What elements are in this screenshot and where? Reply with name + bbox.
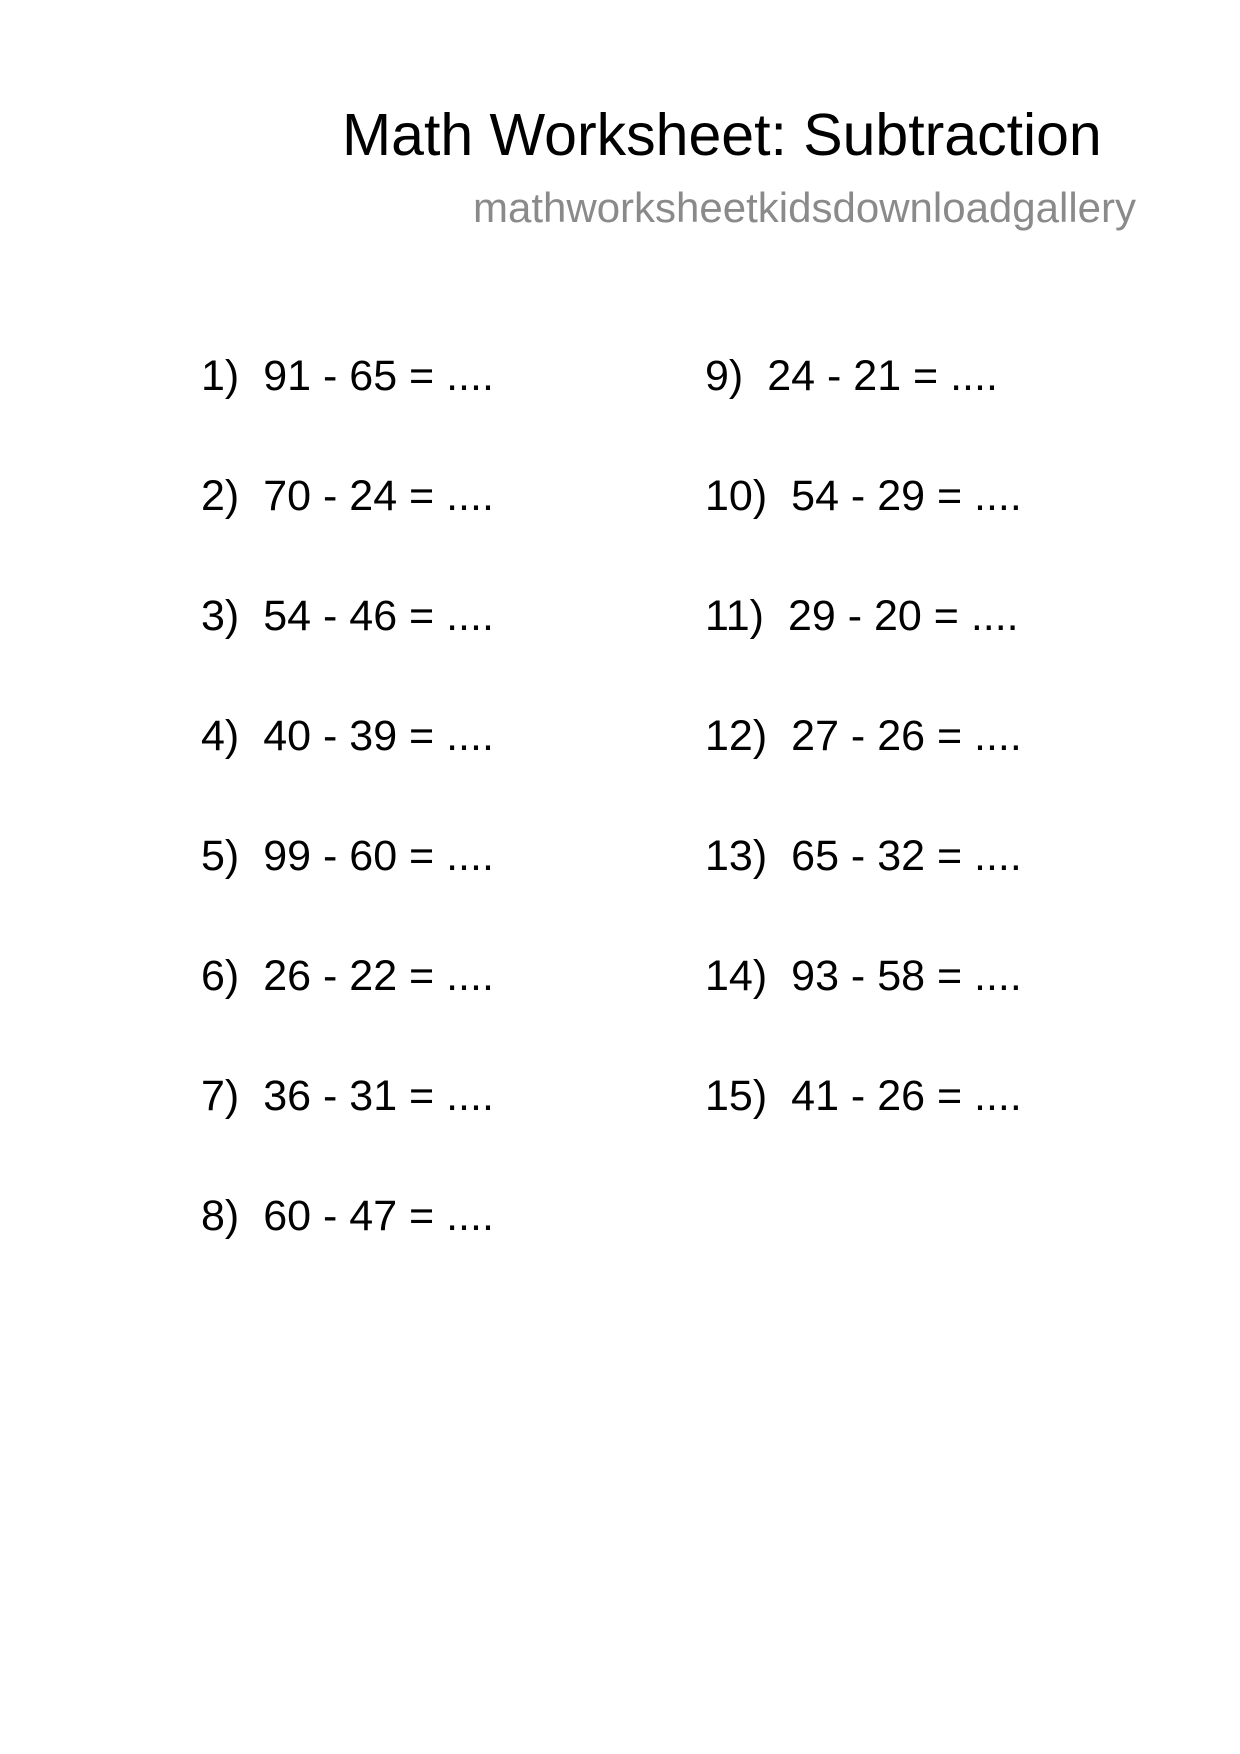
problem-expression: 93 - 58 = .... — [791, 952, 1022, 1000]
problem-3 — [201, 590, 494, 710]
problem-5 — [201, 830, 494, 950]
problem-expression: 54 - 29 = .... — [791, 472, 1022, 520]
problem-6 — [201, 950, 494, 1070]
problem-number: 1) — [201, 352, 240, 400]
problem-expression: 41 - 26 = .... — [791, 1072, 1022, 1120]
problem-expression: 26 - 22 = .... — [263, 952, 494, 1000]
problem-14 — [705, 950, 1022, 1070]
problem-9 — [705, 350, 1022, 470]
problem-expression: 36 - 31 = .... — [263, 1072, 494, 1120]
problem-expression: 29 - 20 = .... — [787, 592, 1019, 640]
problem-15 — [705, 1070, 1022, 1190]
problem-number: 7) — [201, 1072, 240, 1120]
problem-7 — [201, 1070, 494, 1190]
problem-2 — [201, 470, 494, 590]
problem-11 — [705, 590, 1022, 710]
problem-number: 12) — [705, 712, 768, 760]
problem-expression: 40 - 39 = .... — [263, 712, 494, 760]
problem-expression: 70 - 24 = .... — [263, 472, 494, 520]
problem-expression: 24 - 21 = .... — [767, 352, 998, 400]
problem-number: 6) — [201, 952, 240, 1000]
problems-left-column — [201, 350, 494, 1310]
problem-number: 13) — [705, 832, 768, 880]
problem-number: 15) — [705, 1072, 768, 1120]
problem-expression: 54 - 46 = .... — [263, 592, 494, 640]
problem-number: 2) — [201, 472, 240, 520]
problem-number: 11) — [705, 592, 764, 640]
problem-number: 10) — [705, 472, 768, 520]
problem-expression: 27 - 26 = .... — [791, 712, 1022, 760]
problem-10 — [705, 470, 1022, 590]
problems-right-column — [705, 350, 1022, 1190]
problem-expression: 91 - 65 = .... — [263, 352, 494, 400]
problem-number: 8) — [201, 1192, 240, 1240]
page-title: Math Worksheet: Subtraction — [342, 102, 1102, 168]
problem-number: 5) — [201, 832, 240, 880]
problem-expression: 65 - 32 = .... — [791, 832, 1022, 880]
problem-4 — [201, 710, 494, 830]
problem-number: 14) — [705, 952, 768, 1000]
problem-number: 9) — [705, 352, 744, 400]
problem-8 — [201, 1190, 494, 1310]
problem-expression: 60 - 47 = .... — [263, 1192, 494, 1240]
problem-12 — [705, 710, 1022, 830]
problem-expression: 99 - 60 = .... — [263, 832, 494, 880]
page-subtitle: mathworksheetkidsdownloadgallery — [473, 184, 1137, 231]
problem-number: 3) — [201, 592, 240, 640]
problem-number: 4) — [201, 712, 240, 760]
problem-1 — [201, 350, 494, 470]
problem-13 — [705, 830, 1022, 950]
